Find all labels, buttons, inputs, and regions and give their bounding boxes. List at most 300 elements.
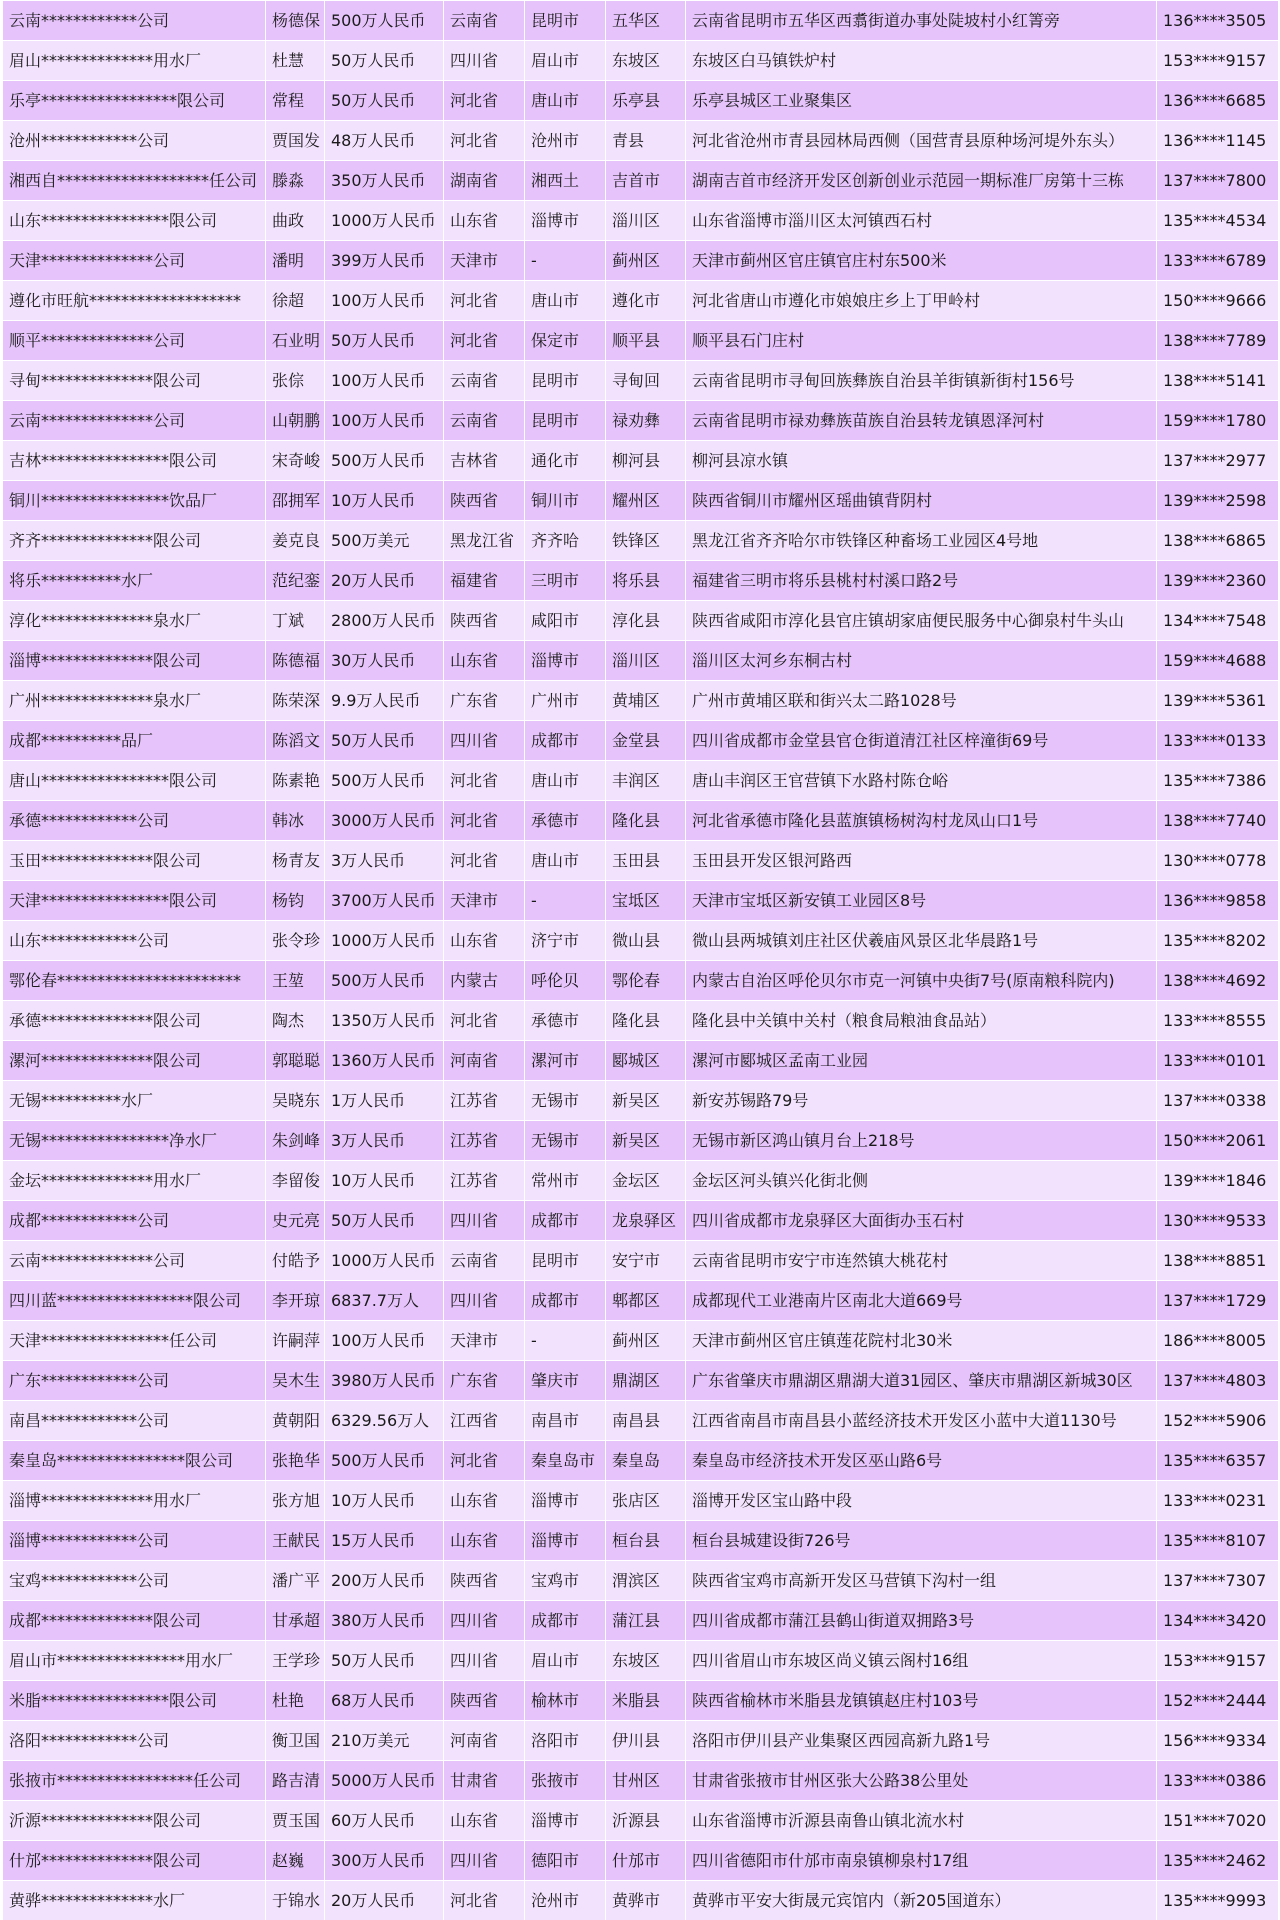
cell-address: 山东省淄博市沂源县南鲁山镇北流水村 (686, 1801, 1157, 1841)
cell-district: 寻甸回 (606, 361, 686, 401)
cell-registered-capital: 100万人民币 (325, 1321, 444, 1361)
cell-legal-rep: 郭聪聪 (266, 1041, 325, 1081)
table-row (3, 1881, 1279, 1920)
cell-phone: 151****7020 (1157, 1801, 1279, 1841)
cell-legal-rep: 陈荣深 (266, 681, 325, 721)
cell-phone: 138****4692 (1157, 961, 1279, 1001)
cell-city: 漯河市 (525, 1041, 606, 1081)
cell-registered-capital: 9.9万人民币 (325, 681, 444, 721)
cell-district: 淄川区 (606, 201, 686, 241)
cell-province: 陕西省 (444, 601, 525, 641)
cell-city: 无锡市 (525, 1121, 606, 1161)
cell-district: 新吴区 (606, 1121, 686, 1161)
cell-company-name: 金坛**************用水厂 (3, 1161, 266, 1201)
cell-legal-rep: 邵拥军 (266, 481, 325, 521)
cell-address: 唐山丰润区王官营镇下水路村陈仓峪 (686, 761, 1157, 801)
cell-registered-capital: 6837.7万人 (325, 1281, 444, 1321)
cell-registered-capital: 50万人民币 (325, 321, 444, 361)
cell-address: 陕西省咸阳市淳化县官庄镇胡家庙便民服务中心御泉村牛头山 (686, 601, 1157, 641)
table-row (3, 1321, 1279, 1361)
cell-company-name: 遵化市旺航******************* (3, 281, 266, 321)
cell-address: 淄川区太河乡东桐古村 (686, 641, 1157, 681)
cell-address: 内蒙古自治区呼伦贝尔市克一河镇中央街7号(原南粮科院内) (686, 961, 1157, 1001)
table-row (3, 601, 1279, 641)
table-row (3, 1001, 1279, 1041)
cell-registered-capital: 3万人民币 (325, 1121, 444, 1161)
cell-phone: 150****2061 (1157, 1121, 1279, 1161)
cell-phone: 130****0778 (1157, 841, 1279, 881)
cell-registered-capital: 1万人民币 (325, 1081, 444, 1121)
cell-company-name: 乐亭*****************限公司 (3, 81, 266, 121)
cell-phone: 159****4688 (1157, 641, 1279, 681)
cell-company-name: 沂源**************限公司 (3, 1801, 266, 1841)
cell-phone: 153****9157 (1157, 41, 1279, 81)
cell-address: 四川省德阳市什邡市南泉镇柳泉村17组 (686, 1841, 1157, 1881)
cell-province: 山东省 (444, 641, 525, 681)
cell-province: 河北省 (444, 801, 525, 841)
cell-district: 铁锋区 (606, 521, 686, 561)
cell-phone: 133****0101 (1157, 1041, 1279, 1081)
cell-province: 河北省 (444, 841, 525, 881)
cell-phone: 133****0231 (1157, 1481, 1279, 1521)
cell-registered-capital: 10万人民币 (325, 1481, 444, 1521)
cell-legal-rep: 朱剑峰 (266, 1121, 325, 1161)
table-row (3, 161, 1279, 201)
cell-address: 四川省成都市金堂县官仓街道清江社区梓潼街69号 (686, 721, 1157, 761)
cell-province: 江西省 (444, 1401, 525, 1441)
table-row (3, 561, 1279, 601)
cell-city: 成都市 (525, 1601, 606, 1641)
cell-district: 黄骅市 (606, 1881, 686, 1920)
cell-registered-capital: 68万人民币 (325, 1681, 444, 1721)
cell-company-name: 洛阳************公司 (3, 1721, 266, 1761)
cell-province: 河北省 (444, 81, 525, 121)
table-row (3, 521, 1279, 561)
table-row (3, 641, 1279, 681)
cell-province: 陕西省 (444, 1561, 525, 1601)
cell-city: 张掖市 (525, 1761, 606, 1801)
cell-province: 河北省 (444, 321, 525, 361)
cell-address: 陕西省铜川市耀州区瑶曲镇背阴村 (686, 481, 1157, 521)
cell-registered-capital: 5000万人民币 (325, 1761, 444, 1801)
cell-district: 南昌县 (606, 1401, 686, 1441)
cell-address: 广州市黄埔区联和街兴太二路1028号 (686, 681, 1157, 721)
cell-company-name: 云南**************公司 (3, 401, 266, 441)
cell-registered-capital: 10万人民币 (325, 1161, 444, 1201)
table-row (3, 681, 1279, 721)
table-row (3, 961, 1279, 1001)
cell-phone: 137****7307 (1157, 1561, 1279, 1601)
cell-province: 云南省 (444, 401, 525, 441)
cell-city: 成都市 (525, 1201, 606, 1241)
cell-company-name: 米脂****************限公司 (3, 1681, 266, 1721)
cell-district: 淳化县 (606, 601, 686, 641)
cell-city: 宝鸡市 (525, 1561, 606, 1601)
table-row (3, 1481, 1279, 1521)
cell-company-name: 成都**************限公司 (3, 1601, 266, 1641)
cell-district: 蓟州区 (606, 241, 686, 281)
cell-address: 云南省昆明市寻甸回族彝族自治县羊街镇新街村156号 (686, 361, 1157, 401)
cell-phone: 137****1729 (1157, 1281, 1279, 1321)
cell-address: 顺平县石门庄村 (686, 321, 1157, 361)
cell-company-name: 秦皇岛****************限公司 (3, 1441, 266, 1481)
cell-city: 承德市 (525, 801, 606, 841)
cell-district: 金坛区 (606, 1161, 686, 1201)
table-row (3, 1801, 1279, 1841)
cell-address: 淄博开发区宝山路中段 (686, 1481, 1157, 1521)
cell-phone: 136****3505 (1157, 1, 1279, 41)
cell-legal-rep: 常程 (266, 81, 325, 121)
cell-phone: 153****9157 (1157, 1641, 1279, 1681)
cell-legal-rep: 张艳华 (266, 1441, 325, 1481)
cell-province: 河北省 (444, 1881, 525, 1920)
company-table (2, 0, 1279, 1920)
cell-address: 陕西省榆林市米脂县龙镇镇赵庄村103号 (686, 1681, 1157, 1721)
cell-company-name: 漯河**************限公司 (3, 1041, 266, 1081)
cell-registered-capital: 60万人民币 (325, 1801, 444, 1841)
cell-district: 青县 (606, 121, 686, 161)
cell-legal-rep: 杜艳 (266, 1681, 325, 1721)
cell-district: 丰润区 (606, 761, 686, 801)
cell-company-name: 天津**************公司 (3, 241, 266, 281)
cell-city: 昆明市 (525, 361, 606, 401)
cell-company-name: 广东************公司 (3, 1361, 266, 1401)
cell-city: 肇庆市 (525, 1361, 606, 1401)
cell-legal-rep: 杨德保 (266, 1, 325, 41)
cell-registered-capital: 500万人民币 (325, 441, 444, 481)
cell-company-name: 黄骅**************水厂 (3, 1881, 266, 1920)
cell-city: 三明市 (525, 561, 606, 601)
cell-phone: 138****7740 (1157, 801, 1279, 841)
cell-company-name: 云南************公司 (3, 1, 266, 41)
cell-registered-capital: 100万人民币 (325, 361, 444, 401)
cell-phone: 134****7548 (1157, 601, 1279, 641)
cell-address: 天津市宝坻区新安镇工业园区8号 (686, 881, 1157, 921)
cell-company-name: 成都************公司 (3, 1201, 266, 1241)
table-row (3, 841, 1279, 881)
cell-city: 无锡市 (525, 1081, 606, 1121)
cell-legal-rep: 贾国发 (266, 121, 325, 161)
cell-address: 乐亭县城区工业聚集区 (686, 81, 1157, 121)
cell-city: 洛阳市 (525, 1721, 606, 1761)
cell-phone: 137****7800 (1157, 161, 1279, 201)
cell-phone: 139****5361 (1157, 681, 1279, 721)
cell-address: 河北省承德市隆化县蓝旗镇杨树沟村龙凤山口1号 (686, 801, 1157, 841)
table-row (3, 1401, 1279, 1441)
cell-city: 齐齐哈 (525, 521, 606, 561)
cell-province: 河南省 (444, 1721, 525, 1761)
cell-company-name: 淄博**************限公司 (3, 641, 266, 681)
cell-phone: 135****6357 (1157, 1441, 1279, 1481)
cell-district: 顺平县 (606, 321, 686, 361)
cell-company-name: 无锡**********水厂 (3, 1081, 266, 1121)
table-row (3, 1241, 1279, 1281)
cell-phone: 139****2360 (1157, 561, 1279, 601)
cell-phone: 137****4803 (1157, 1361, 1279, 1401)
cell-registered-capital: 50万人民币 (325, 41, 444, 81)
cell-district: 禄劝彝 (606, 401, 686, 441)
cell-phone: 156****9334 (1157, 1721, 1279, 1761)
cell-address: 云南省昆明市安宁市连然镇大桃花村 (686, 1241, 1157, 1281)
cell-legal-rep: 宋奇峻 (266, 441, 325, 481)
cell-address: 四川省眉山市东坡区尚义镇云阁村16组 (686, 1641, 1157, 1681)
cell-company-name: 张掖市*****************任公司 (3, 1761, 266, 1801)
table-row (3, 441, 1279, 481)
table-row (3, 1841, 1279, 1881)
cell-province: 四川省 (444, 1641, 525, 1681)
cell-company-name: 淳化**************泉水厂 (3, 601, 266, 641)
cell-province: 陕西省 (444, 481, 525, 521)
table-row (3, 1521, 1279, 1561)
cell-province: 广东省 (444, 681, 525, 721)
cell-legal-rep: 史元亮 (266, 1201, 325, 1241)
table-row (3, 1041, 1279, 1081)
cell-registered-capital: 100万人民币 (325, 281, 444, 321)
cell-company-name: 眉山**************用水厂 (3, 41, 266, 81)
cell-district: 遵化市 (606, 281, 686, 321)
cell-legal-rep: 于锦水 (266, 1881, 325, 1920)
cell-address: 甘肃省张掖市甘州区张大公路38公里处 (686, 1761, 1157, 1801)
cell-address: 江西省南昌市南昌县小蓝经济技术开发区小蓝中大道1130号 (686, 1401, 1157, 1441)
cell-province: 云南省 (444, 361, 525, 401)
cell-district: 乐亭县 (606, 81, 686, 121)
cell-company-name: 湘西自*******************任公司 (3, 161, 266, 201)
table-row (3, 41, 1279, 81)
cell-company-name: 将乐**********水厂 (3, 561, 266, 601)
table-row (3, 1, 1279, 41)
cell-legal-rep: 石业明 (266, 321, 325, 361)
cell-phone: 138****8851 (1157, 1241, 1279, 1281)
cell-phone: 134****3420 (1157, 1601, 1279, 1641)
cell-district: 东坡区 (606, 41, 686, 81)
cell-district: 郾城区 (606, 1041, 686, 1081)
cell-province: 河北省 (444, 121, 525, 161)
cell-legal-rep: 陈素艳 (266, 761, 325, 801)
cell-city: 成都市 (525, 721, 606, 761)
cell-company-name: 淄博************公司 (3, 1521, 266, 1561)
cell-city: 铜川市 (525, 481, 606, 521)
cell-registered-capital: 48万人民币 (325, 121, 444, 161)
cell-company-name: 成都**********品厂 (3, 721, 266, 761)
cell-address: 云南省昆明市五华区西翥街道办事处陡坡村小红箐旁 (686, 1, 1157, 41)
cell-registered-capital: 380万人民币 (325, 1601, 444, 1641)
cell-province: 江苏省 (444, 1081, 525, 1121)
cell-registered-capital: 1000万人民币 (325, 1241, 444, 1281)
table-row (3, 81, 1279, 121)
cell-district: 蓟州区 (606, 1321, 686, 1361)
cell-address: 桓台县城建设街726号 (686, 1521, 1157, 1561)
cell-phone: 138****6865 (1157, 521, 1279, 561)
cell-registered-capital: 1000万人民币 (325, 921, 444, 961)
cell-district: 张店区 (606, 1481, 686, 1521)
cell-registered-capital: 3980万人民币 (325, 1361, 444, 1401)
cell-phone: 130****9533 (1157, 1201, 1279, 1241)
cell-district: 吉首市 (606, 161, 686, 201)
cell-registered-capital: 3700万人民币 (325, 881, 444, 921)
cell-address: 东坡区白马镇铁炉村 (686, 41, 1157, 81)
cell-district: 金堂县 (606, 721, 686, 761)
cell-district: 淄川区 (606, 641, 686, 681)
cell-city: 承德市 (525, 1001, 606, 1041)
cell-address: 隆化县中关镇中关村（粮食局粮油食品站） (686, 1001, 1157, 1041)
cell-registered-capital: 1000万人民币 (325, 201, 444, 241)
cell-city: - (525, 881, 606, 921)
cell-legal-rep: 张方旭 (266, 1481, 325, 1521)
cell-city: 南昌市 (525, 1401, 606, 1441)
cell-legal-rep: 杜慧 (266, 41, 325, 81)
cell-province: 山东省 (444, 1801, 525, 1841)
cell-phone: 135****2462 (1157, 1841, 1279, 1881)
cell-province: 河北省 (444, 1001, 525, 1041)
cell-province: 陕西省 (444, 1681, 525, 1721)
cell-city: 淄博市 (525, 641, 606, 681)
cell-city: 通化市 (525, 441, 606, 481)
cell-company-name: 天津****************任公司 (3, 1321, 266, 1361)
cell-address: 金坛区河头镇兴化街北侧 (686, 1161, 1157, 1201)
cell-registered-capital: 50万人民币 (325, 1201, 444, 1241)
cell-company-name: 什邡**************限公司 (3, 1841, 266, 1881)
cell-province: 四川省 (444, 1601, 525, 1641)
cell-phone: 133****0386 (1157, 1761, 1279, 1801)
table-row (3, 761, 1279, 801)
cell-province: 山东省 (444, 921, 525, 961)
cell-district: 安宁市 (606, 1241, 686, 1281)
cell-company-name: 吉林****************限公司 (3, 441, 266, 481)
cell-city: 唐山市 (525, 81, 606, 121)
table-row (3, 1681, 1279, 1721)
cell-province: 山东省 (444, 1521, 525, 1561)
table-row (3, 121, 1279, 161)
cell-registered-capital: 50万人民币 (325, 81, 444, 121)
cell-district: 隆化县 (606, 1001, 686, 1041)
cell-phone: 136****6685 (1157, 81, 1279, 121)
cell-phone: 135****4534 (1157, 201, 1279, 241)
cell-address: 广东省肇庆市鼎湖区鼎湖大道31园区、肇庆市鼎湖区新城30区 (686, 1361, 1157, 1401)
cell-phone: 139****1846 (1157, 1161, 1279, 1201)
cell-address: 无锡市新区鸿山镇月台上218号 (686, 1121, 1157, 1161)
cell-district: 沂源县 (606, 1801, 686, 1841)
table-row (3, 1201, 1279, 1241)
table-row (3, 801, 1279, 841)
table-row (3, 1121, 1279, 1161)
cell-province: 四川省 (444, 1201, 525, 1241)
table-row (3, 1721, 1279, 1761)
cell-company-name: 云南**************公司 (3, 1241, 266, 1281)
table-row (3, 1761, 1279, 1801)
table-row (3, 721, 1279, 761)
cell-registered-capital: 6329.56万人 (325, 1401, 444, 1441)
cell-registered-capital: 1360万人民币 (325, 1041, 444, 1081)
cell-company-name: 四川蓝*****************限公司 (3, 1281, 266, 1321)
table-row (3, 1361, 1279, 1401)
cell-legal-rep: 丁斌 (266, 601, 325, 641)
cell-address: 陕西省宝鸡市高新开发区马营镇下沟村一组 (686, 1561, 1157, 1601)
cell-legal-rep: 滕淼 (266, 161, 325, 201)
cell-province: 江苏省 (444, 1121, 525, 1161)
cell-legal-rep: 张令珍 (266, 921, 325, 961)
cell-province: 福建省 (444, 561, 525, 601)
cell-company-name: 山东************公司 (3, 921, 266, 961)
cell-province: 河南省 (444, 1041, 525, 1081)
cell-province: 天津市 (444, 1321, 525, 1361)
cell-district: 隆化县 (606, 801, 686, 841)
table-body (3, 1, 1279, 1920)
cell-address: 四川省成都市龙泉驿区大面街办玉石村 (686, 1201, 1157, 1241)
cell-district: 微山县 (606, 921, 686, 961)
cell-legal-rep: 黄朝阳 (266, 1401, 325, 1441)
cell-company-name: 鄂伦春*********************** (3, 961, 266, 1001)
cell-address: 洛阳市伊川县产业集聚区西园高新九路1号 (686, 1721, 1157, 1761)
cell-district: 桓台县 (606, 1521, 686, 1561)
cell-company-name: 玉田**************限公司 (3, 841, 266, 881)
cell-legal-rep: 赵巍 (266, 1841, 325, 1881)
cell-address: 天津市蓟州区官庄镇官庄村东500米 (686, 241, 1157, 281)
cell-phone: 133****8555 (1157, 1001, 1279, 1041)
cell-city: 呼伦贝 (525, 961, 606, 1001)
cell-district: 柳河县 (606, 441, 686, 481)
table-row (3, 1441, 1279, 1481)
cell-legal-rep: 范纪銮 (266, 561, 325, 601)
cell-company-name: 齐齐**************限公司 (3, 521, 266, 561)
cell-company-name: 淄博**************用水厂 (3, 1481, 266, 1521)
cell-registered-capital: 1350万人民币 (325, 1001, 444, 1041)
cell-address: 天津市蓟州区官庄镇莲花院村北30米 (686, 1321, 1157, 1361)
cell-legal-rep: 甘承超 (266, 1601, 325, 1641)
cell-company-name: 铜川****************饮品厂 (3, 481, 266, 521)
cell-registered-capital: 3000万人民币 (325, 801, 444, 841)
cell-registered-capital: 300万人民币 (325, 1841, 444, 1881)
cell-district: 什邡市 (606, 1841, 686, 1881)
cell-city: 眉山市 (525, 41, 606, 81)
cell-company-name: 唐山****************限公司 (3, 761, 266, 801)
cell-city: - (525, 241, 606, 281)
cell-registered-capital: 500万美元 (325, 521, 444, 561)
cell-district: 蒲江县 (606, 1601, 686, 1641)
table-row (3, 1281, 1279, 1321)
cell-district: 鄂伦春 (606, 961, 686, 1001)
cell-address: 柳河县凉水镇 (686, 441, 1157, 481)
cell-phone: 135****8107 (1157, 1521, 1279, 1561)
cell-province: 黑龙江省 (444, 521, 525, 561)
cell-legal-rep: 潘明 (266, 241, 325, 281)
cell-city: 淄博市 (525, 1481, 606, 1521)
cell-address: 成都现代工业港南片区南北大道669号 (686, 1281, 1157, 1321)
cell-registered-capital: 2800万人民币 (325, 601, 444, 641)
cell-registered-capital: 20万人民币 (325, 1881, 444, 1920)
table-row (3, 321, 1279, 361)
table-row (3, 1641, 1279, 1681)
cell-city: - (525, 1321, 606, 1361)
cell-district: 伊川县 (606, 1721, 686, 1761)
cell-legal-rep: 王献民 (266, 1521, 325, 1561)
cell-legal-rep: 付皓予 (266, 1241, 325, 1281)
table-row (3, 881, 1279, 921)
cell-city: 沧州市 (525, 121, 606, 161)
cell-city: 眉山市 (525, 1641, 606, 1681)
table-row (3, 1081, 1279, 1121)
cell-legal-rep: 韩冰 (266, 801, 325, 841)
cell-province: 广东省 (444, 1361, 525, 1401)
cell-registered-capital: 15万人民币 (325, 1521, 444, 1561)
cell-company-name: 无锡****************净水厂 (3, 1121, 266, 1161)
cell-registered-capital: 50万人民币 (325, 1641, 444, 1681)
cell-province: 云南省 (444, 1241, 525, 1281)
cell-city: 昆明市 (525, 1241, 606, 1281)
cell-district: 郫都区 (606, 1281, 686, 1321)
cell-legal-rep: 路吉清 (266, 1761, 325, 1801)
cell-city: 广州市 (525, 681, 606, 721)
cell-phone: 133****6789 (1157, 241, 1279, 281)
